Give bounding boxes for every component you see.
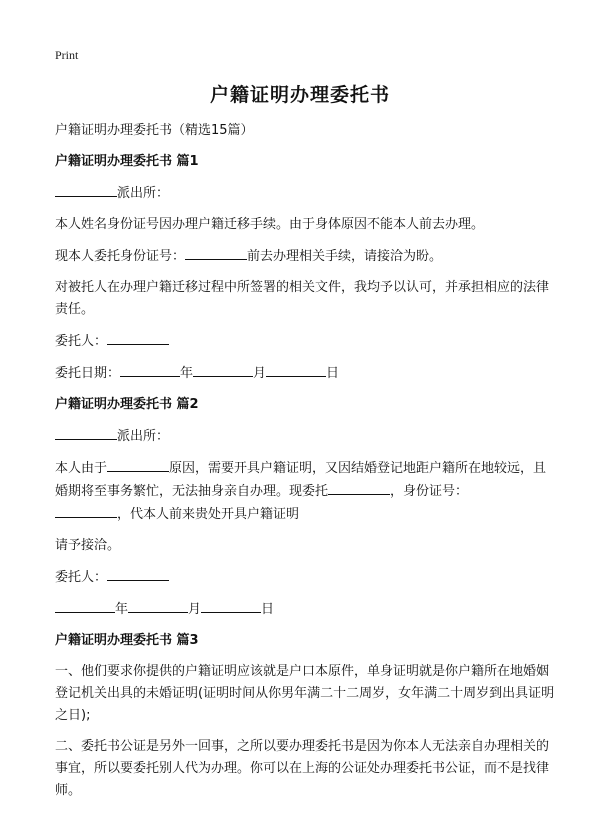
month-label: 月: [253, 366, 267, 381]
blank-delegate-name: [328, 480, 390, 495]
print-link[interactable]: Print: [55, 48, 79, 62]
signer-label: 委托人：: [55, 570, 108, 585]
addressee-suffix: 派出所：: [117, 429, 170, 444]
section-heading-3: 户籍证明办理委托书 篇3: [55, 633, 199, 648]
paragraph: 本人姓名身份证号因办理户籍迁移手续。由于身体原因不能本人前去办理。: [55, 217, 485, 232]
day-label: 日: [326, 366, 340, 381]
page-title: 户籍证明办理委托书: [209, 84, 390, 106]
year-label: 年: [115, 602, 129, 617]
paragraph: 请予接洽。: [55, 538, 121, 553]
date-label: 委托日期：: [55, 366, 121, 381]
signer-label: 委托人：: [55, 334, 108, 349]
text-segment: 原因，需要开具户籍证明，又因结婚登记地距户籍所在地较远，且婚期将至事务繁忙，无法抽身亲自办理。现委托: [55, 461, 547, 499]
addressee-suffix: 派出所：: [117, 186, 170, 201]
document-subtitle: 户籍证明办理委托书（精选15篇）: [55, 123, 254, 138]
blank-month: [128, 598, 188, 613]
day-label: 日: [261, 602, 275, 617]
blank-police-station: [55, 182, 117, 197]
date-line-1: [55, 362, 555, 385]
document-body: [55, 120, 555, 811]
blank-signer: [107, 566, 169, 581]
text-segment: ，身份证号：: [390, 484, 469, 499]
blank-id-number: [185, 245, 247, 260]
signer-line-2: [55, 566, 555, 589]
text-segment: 本人由于: [55, 461, 108, 476]
year-label: 年: [180, 366, 194, 381]
delegate-id-line: [55, 245, 555, 268]
blank-day: [201, 598, 261, 613]
text-segment: 现本人委托身份证号：: [55, 249, 186, 264]
section-heading-1: 户籍证明办理委托书 篇1: [55, 154, 199, 169]
paragraph: 一、他们要求你提供的户籍证明应该就是户口本原件，单身证明就是你户籍所在地婚姻登记机关出具的未婚证明(证明时间从你男年满二十二周岁，女年满二十周岁到出具证明之日);: [55, 664, 555, 723]
blank-month: [193, 362, 253, 377]
blank-police-station: [55, 425, 117, 440]
blank-day: [266, 362, 326, 377]
paragraph: 二、委托书公证是另外一回事，之所以要办理委托书是因为你本人无法亲自办理相关的事宜，所以要委托别人代为办理。你可以在上海的公证处办理委托书公证，而不是找律师。: [55, 739, 550, 798]
section-heading-2: 户籍证明办理委托书 篇2: [55, 397, 199, 412]
paragraph: 对被托人在办理户籍迁移过程中所签署的相关文件，我均予以认可，并承担相应的法律责任。: [55, 280, 550, 317]
blank-reason: [107, 457, 169, 472]
month-label: 月: [188, 602, 202, 617]
blank-year: [55, 598, 115, 613]
blank-year: [120, 362, 180, 377]
signer-line-1: [55, 330, 555, 353]
addressee-line-2: [55, 425, 555, 448]
date-line-2: [55, 598, 555, 621]
addressee-line-1: [55, 182, 555, 205]
blank-id-number: [55, 503, 117, 518]
text-segment: 前去办理相关手续，请接洽为盼。: [247, 249, 443, 264]
blank-signer: [107, 330, 169, 345]
text-segment: ，代本人前来贵处开具户籍证明: [117, 507, 300, 522]
paragraph: [55, 457, 555, 526]
